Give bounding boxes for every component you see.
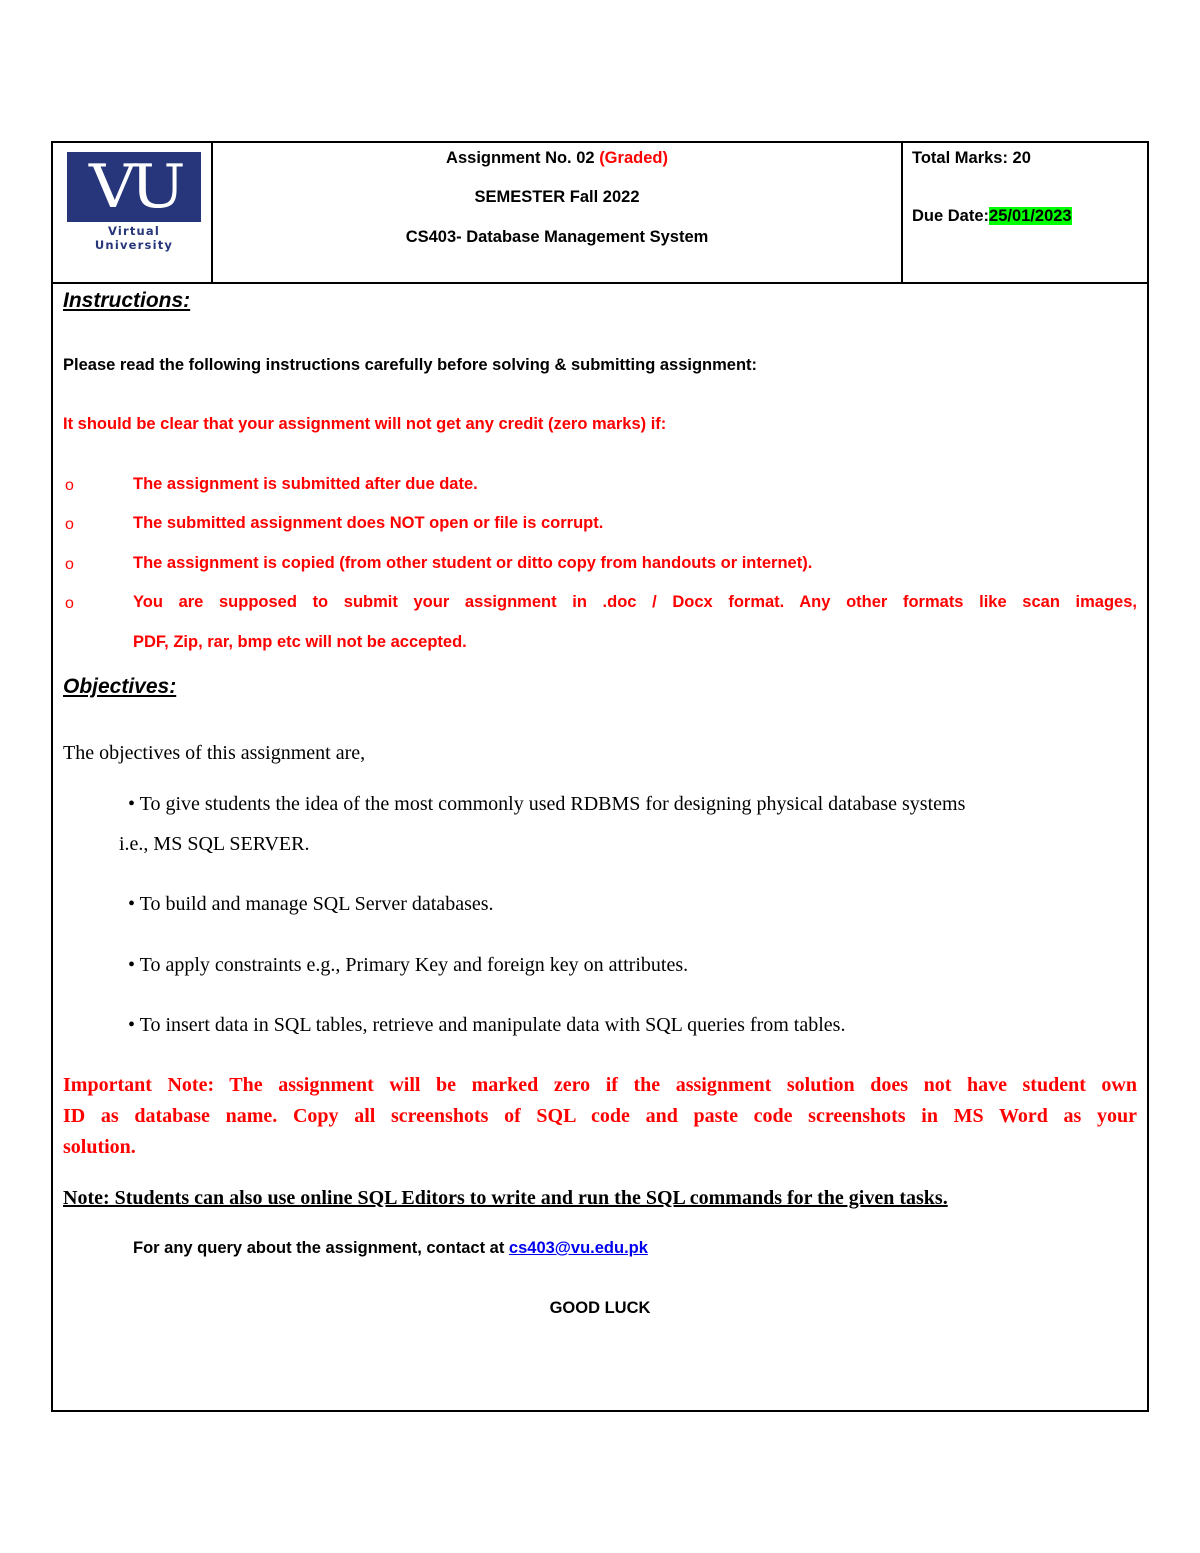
important-note-line: ID as database name. Copy all screenshots of SQL code and paste code screenshots in MS Word as your: [63, 1105, 1137, 1127]
instruction-item-continued: PDF, Zip, rar, bmp etc will not be accepted.: [133, 633, 467, 651]
assignment-sheet: [51, 141, 1149, 1412]
important-note-line: solution.: [63, 1136, 136, 1158]
title-cell: [213, 143, 903, 282]
zero-marks-warning: It should be clear that your assignment will not get any credit (zero marks) if:: [63, 415, 667, 433]
instructions-heading: Instructions:: [63, 289, 191, 312]
course-title: CS403- Database Management System: [405, 228, 709, 246]
objectives-intro: The objectives of this assignment are,: [63, 742, 366, 764]
contact-line: [133, 1239, 648, 1258]
contact-email-link[interactable]: cs403@vu.edu.pk: [508, 1239, 648, 1257]
instruction-item: The assignment is copied (from other student or ditto copy from handouts or internet).: [133, 554, 813, 572]
contact-text: For any query about the assignment, contact at: [133, 1239, 505, 1257]
instruction-item: The assignment is submitted after due date.: [133, 475, 478, 493]
bullet-symbol: o: [65, 595, 74, 612]
semester-label: SEMESTER Fall 2022: [474, 188, 640, 206]
instruction-item: You are supposed to submit your assignment in .doc / Docx format. Any other formats like scan images,: [133, 593, 1137, 611]
assignment-number: Assignment No. 02: [446, 149, 595, 167]
logo-letters: VU: [88, 152, 180, 222]
instructions-intro: Please read the following instructions carefully before solving & submitting assignment:: [63, 356, 758, 374]
due-date-value: 25/01/2023: [989, 207, 1072, 225]
due-date: [912, 207, 1072, 226]
assignment-title: [213, 149, 901, 168]
important-note-line: Important Note: The assignment will be marked zero if the assignment solution does not have student own: [63, 1074, 1137, 1096]
objectives-heading: Objectives:: [63, 675, 177, 698]
good-luck: GOOD LUCK: [549, 1299, 651, 1317]
marks-cell: [903, 143, 1147, 282]
vu-logo: [67, 152, 201, 252]
objective-item: • To give students the idea of the most commonly used RDBMS for designing physical database systems: [128, 793, 966, 815]
header-table: [53, 143, 1147, 284]
logo-caption: Virtual University: [94, 224, 174, 252]
objective-item: • To apply constraints e.g., Primary Key and foreign key on attributes.: [128, 954, 689, 976]
objective-item: • To insert data in SQL tables, retrieve and manipulate data with SQL queries from tables.: [128, 1014, 846, 1036]
graded-label: (Graded): [599, 149, 668, 167]
logo-emblem: [67, 152, 201, 222]
online-editor-note: Note: Students can also use online SQL Editors to write and run the SQL commands for the given tasks.: [63, 1187, 948, 1209]
due-date-label: Due Date:: [912, 207, 990, 225]
bullet-symbol: o: [65, 516, 74, 533]
objective-item: • To build and manage SQL Server databases.: [128, 893, 494, 915]
instruction-item: The submitted assignment does NOT open or file is corrupt.: [133, 514, 604, 532]
bullet-symbol: o: [65, 556, 74, 573]
bullet-symbol: o: [65, 477, 74, 494]
logo-cell: [53, 143, 213, 282]
total-marks: Total Marks: 20: [912, 149, 1031, 167]
objective-item-continued: i.e., MS SQL SERVER.: [119, 833, 310, 855]
